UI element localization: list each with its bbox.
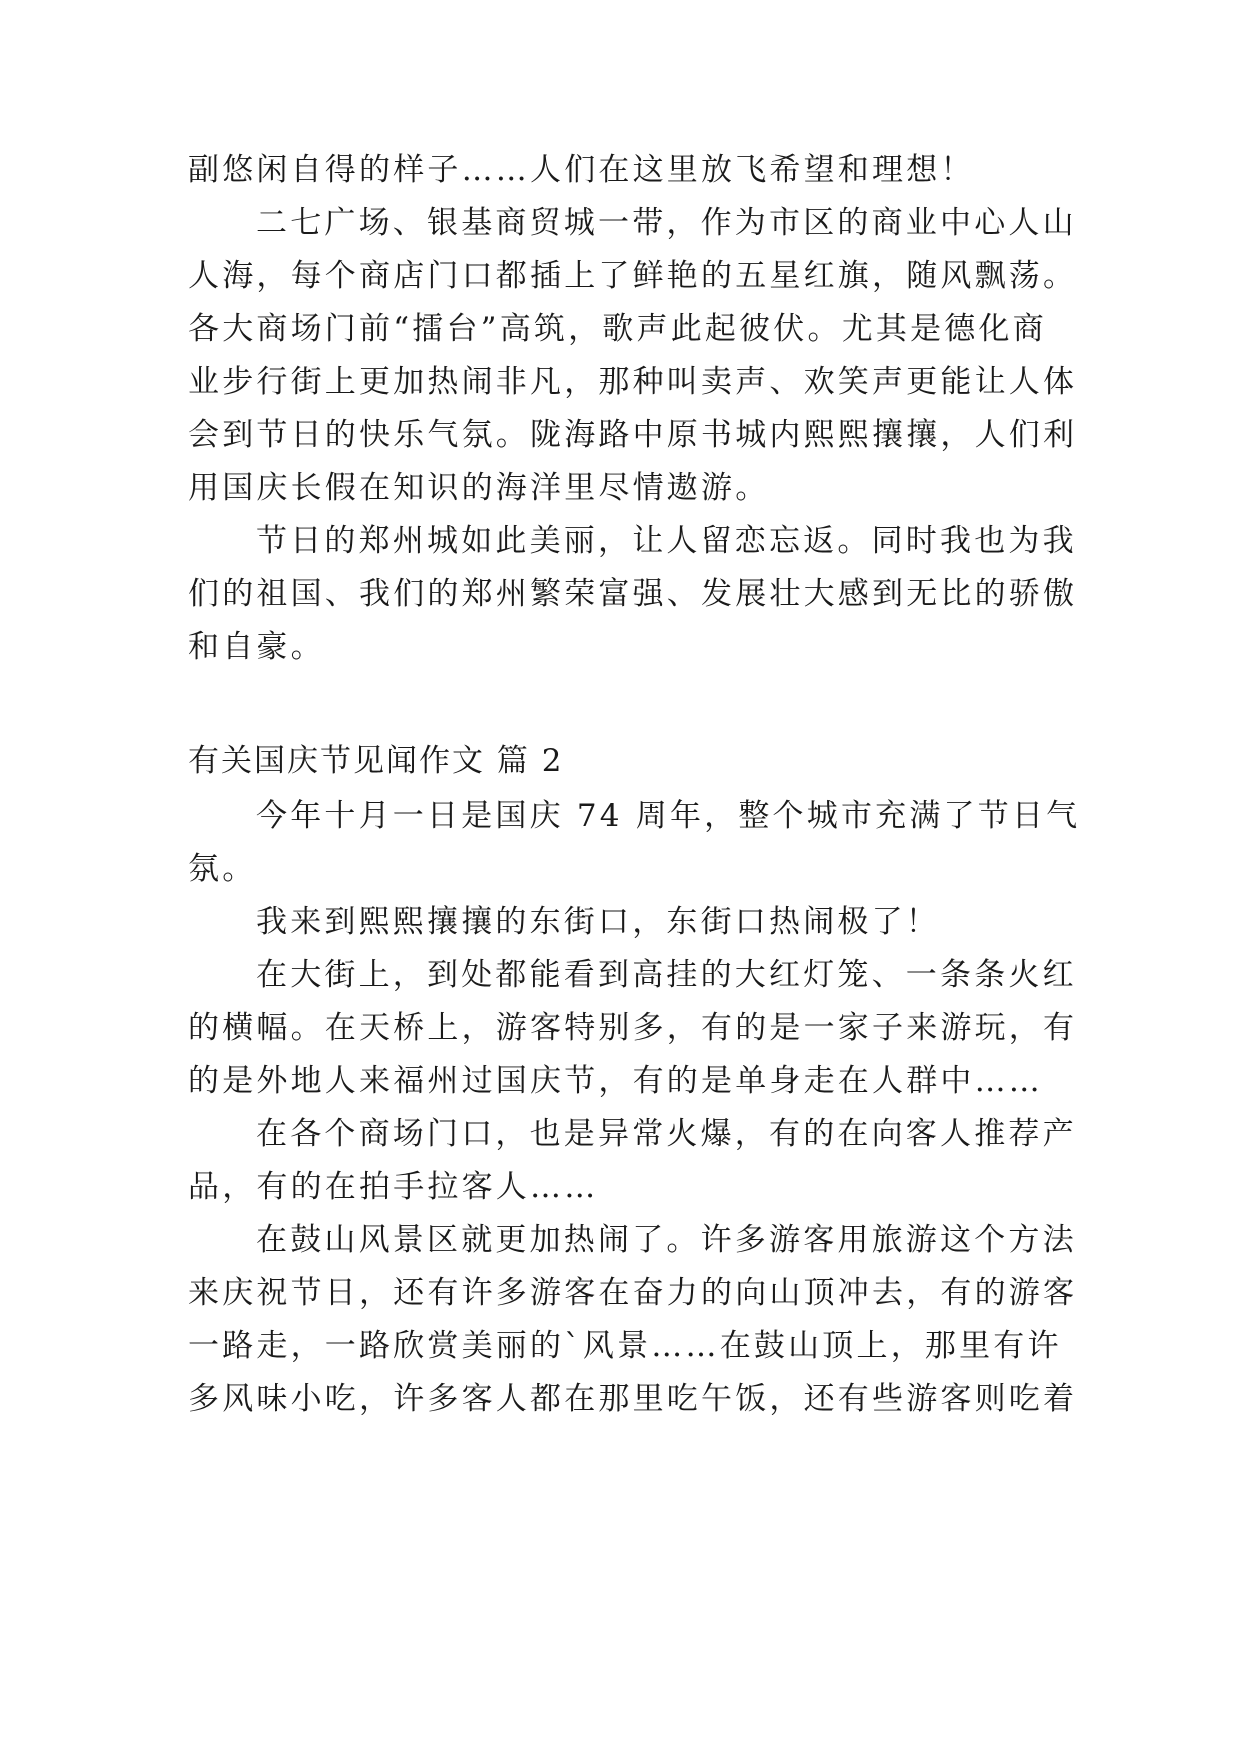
paragraph-line: 节日的郑州城如此美丽，让人留恋忘返。同时我也为我 [256, 523, 1077, 559]
paragraph-line: 副悠闲自得的样子……人们在这里放飞希望和理想！ [188, 152, 975, 188]
paragraph-line: 一路走，一路欣赏美丽的`风景……在鼓山顶上，那里有许 [188, 1328, 1062, 1364]
paragraph-line: 多风味小吃，许多客人都在那里吃午饭，还有些游客则吃着 [188, 1381, 1078, 1417]
paragraph-line: 们的祖国、我们的郑州繁荣富强、发展壮大感到无比的骄傲 [188, 576, 1078, 612]
paragraph-line: 的是外地人来福州过国庆节，有的是单身走在人群中…… [188, 1063, 1043, 1099]
paragraph-line: 我来到熙熙攘攘的东街口，东街口热闹极了！ [256, 904, 940, 940]
section-heading: 有关国庆节见闻作文 篇 2 [188, 743, 564, 779]
paragraph-line: 会到节日的快乐气氛。陇海路中原书城内熙熙攘攘，人们利 [188, 417, 1078, 453]
paragraph-line: 来庆祝节日，还有许多游客在奋力的向山顶冲去，有的游客 [188, 1275, 1078, 1311]
paragraph-line: 的横幅。在天桥上，游客特别多，有的是一家子来游玩，有 [188, 1010, 1078, 1046]
paragraph-line: 在鼓山风景区就更加热闹了。许多游客用旅游这个方法 [256, 1222, 1077, 1258]
paragraph-line: 二七广场、银基商贸城一带，作为市区的商业中心人山 [256, 205, 1077, 241]
paragraph-line: 今年十月一日是国庆 74 周年，整个城市充满了节日气 [256, 798, 1081, 834]
paragraph-line: 氛。 [188, 851, 257, 887]
paragraph-line: 人海，每个商店门口都插上了鲜艳的五星红旗，随风飘荡。 [188, 258, 1078, 294]
paragraph-line: 各大商场门前“擂台”高筑，歌声此起彼伏。尤其是德化商 [188, 311, 1047, 347]
paragraph-line: 在各个商场门口，也是异常火爆，有的在向客人推荐产 [256, 1116, 1077, 1152]
paragraph-line: 和自豪。 [188, 629, 325, 665]
paragraph-line: 用国庆长假在知识的海洋里尽情遨游。 [188, 470, 770, 506]
paragraph-line: 业步行街上更加热闹非凡，那种叫卖声、欢笑声更能让人体 [188, 364, 1078, 400]
paragraph-line: 在大街上，到处都能看到高挂的大红灯笼、一条条火红 [256, 957, 1077, 993]
paragraph-line: 品，有的在拍手拉客人…… [188, 1169, 599, 1205]
